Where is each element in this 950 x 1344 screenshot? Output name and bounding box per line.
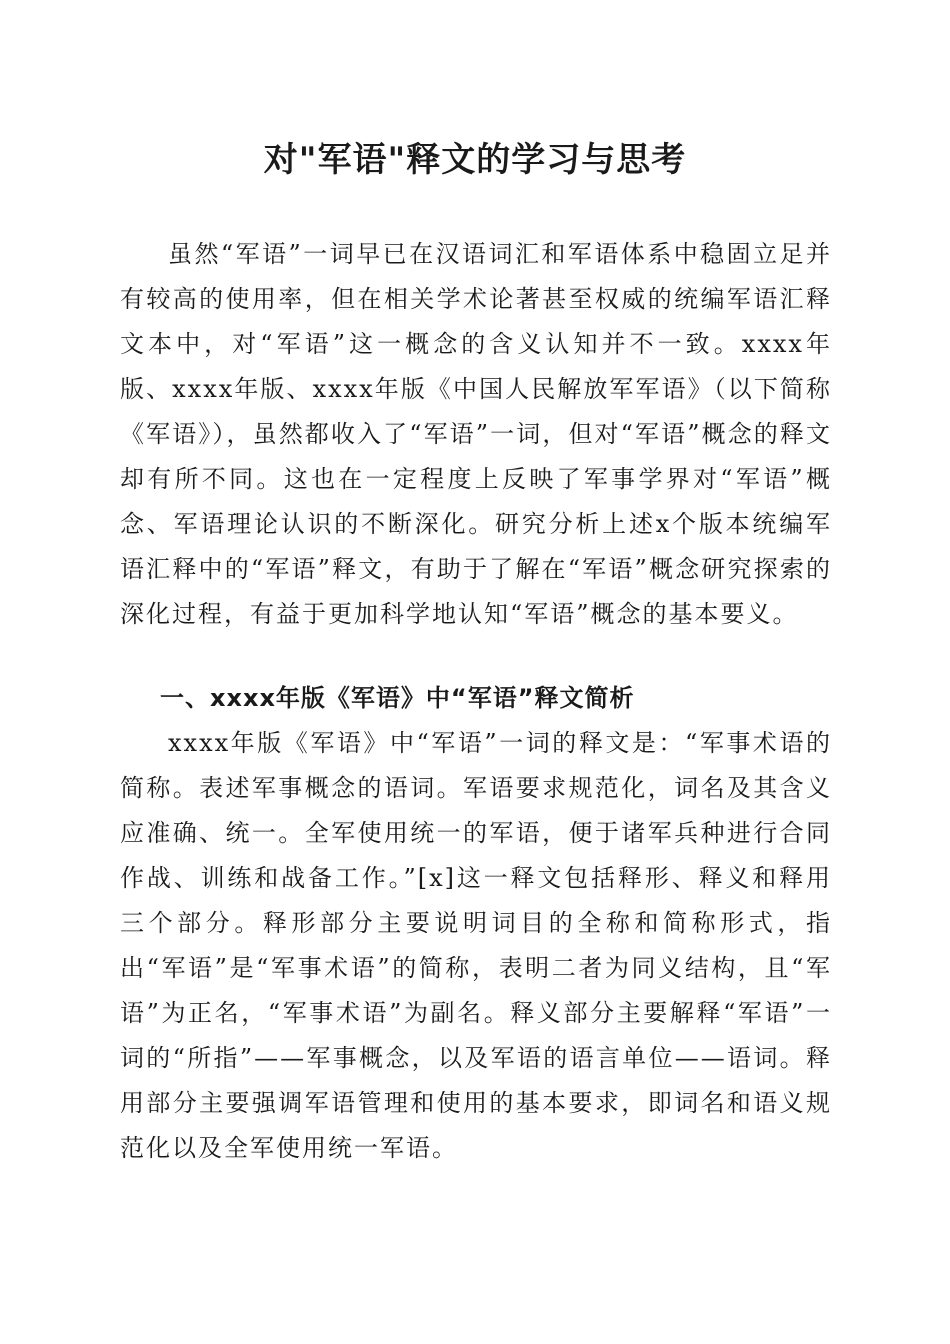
document-title: 对"军语"释文的学习与思考 bbox=[263, 140, 687, 180]
section-paragraph: xxxx年版《军语》中“军语”一词的释文是：“军事术语的简称。表述军事概念的语词。军语要求规范化，词名及其含义应准确、统一。全军使用统一的军语，便于诸军兵种进行合同作战、训练和战备工作。”[x]这一释文包括释形、释义和释用三个部分。释形部分主要说明词目的全称和简称形式，指出“军语”是“军事术语”的简称，表明二者为同义结构，且“军语”为正名，“军事术语”为副名。释义部分主要解释“军语”一词的“所指”——军事概念，以及军语的语言单位——语词。释用部分主要强调军语管理和使用的基本要求，即词名和语义规范化以及全军使用统一军语。 bbox=[120, 729, 832, 1162]
section-heading: 一、xxxx年版《军语》中“军语”释文简析 bbox=[160, 684, 635, 712]
intro-paragraph: 虽然“军语”一词早已在汉语词汇和军语体系中稳固立足并有较高的使用率，但在相关学术论著甚至权威的统编军语汇释文本中，对“军语”这一概念的含义认知并不一致。xxxx年版、xxxx年版、xxxx年版《中国人民解放军军语》（以下简称《军语》），虽然都收入了“军语”一词，但对“军语”概念的释文却有所不同。这也在一定程度上反映了军事学界对“军语”概念、军语理论认识的不断深化。研究分析上述x个版本统编军语汇释中的“军语”释文，有助于了解在“军语”概念研究探索的深化过程，有益于更加科学地认知“军语”概念的基本要义。 bbox=[120, 240, 832, 628]
